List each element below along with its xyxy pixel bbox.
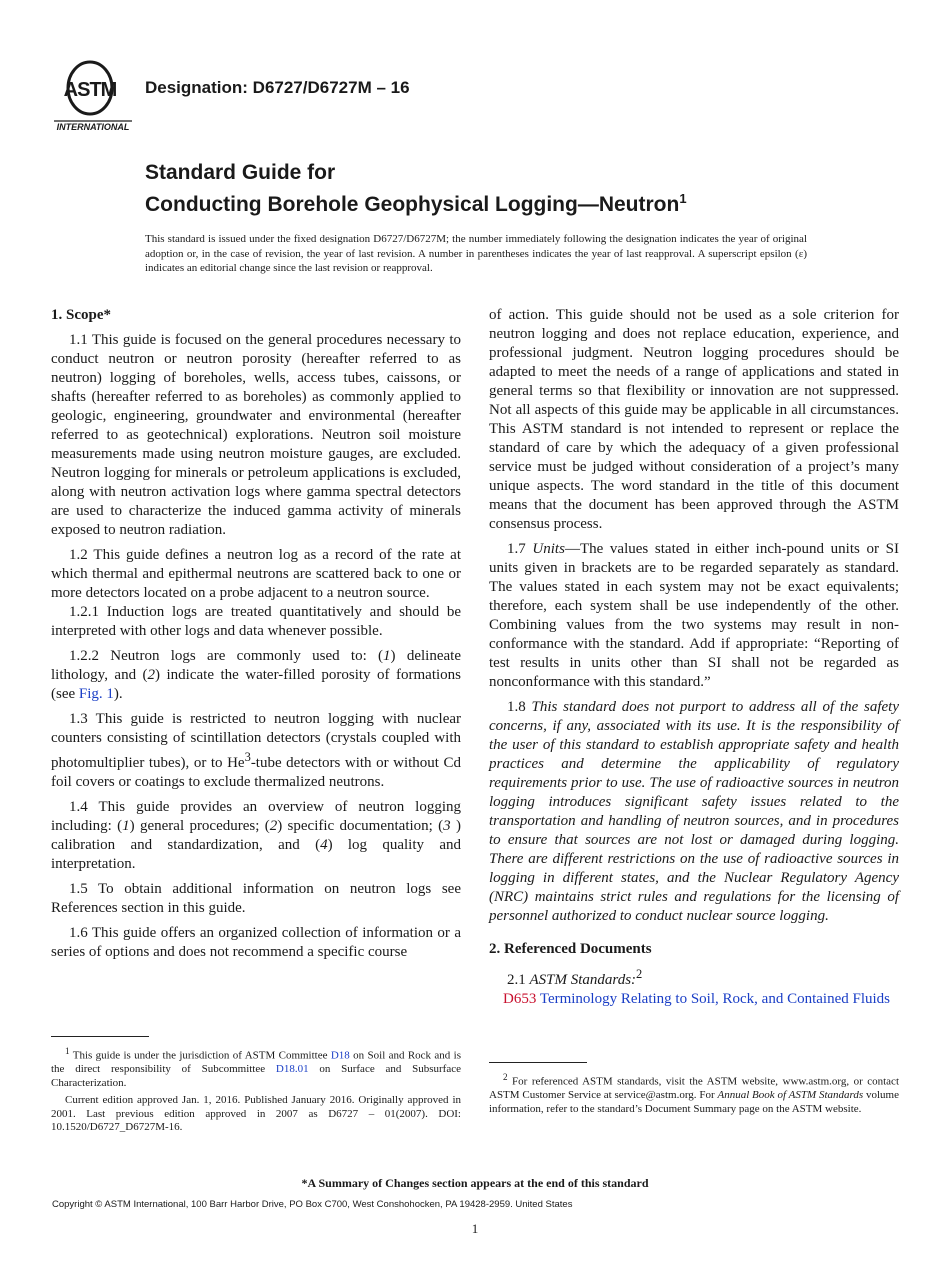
- copyright: Copyright © ASTM International, 100 Barr Harbor Drive, PO Box C700, West Conshohocken, PA 19428-2959. United States: [52, 1199, 573, 1210]
- logo-subtext: INTERNATIONAL: [56, 122, 130, 132]
- para-1-2: 1.2 This guide defines a neutron log as a record of the rate at which thermal and epithermal neutrons are scattered back to one or more detectors located on a probe adjacent to a neutron source.: [51, 547, 461, 601]
- para-2-1: 2.1 ASTM Standards:$^2$: [507, 967, 643, 988]
- logo-text: ASTM: [63, 79, 117, 101]
- title-line-1: Standard Guide for: [145, 161, 336, 184]
- para-1-8: 1.8 This standard does not purport to address all of the safety concerns, if any, associated with its use. It is the responsibility of the user of this standard to establish appropriate safety and health practices and determine the applicability of regulatory requirements prior to use. The use of radioactive sources in neutron logging introduces significant safety issues related to the transportation and handling of neutron sources, and in procedures to ensure that sources are not lost or damaged during logging. There are different restrictions on the use of radioactive sources in logging in different states, and the Nuclear Regulatory Agency (NRC) maintains strict rules and regulations for the licensing of personnel authorized to conduct nuclear source logging.: [489, 699, 900, 924]
- para-1-6-start: 1.6 This guide offers an organized collection of information or a series of options and does not recommend a specific course: [51, 925, 461, 960]
- left-footnotes: [51, 1036, 461, 1139]
- para-1-4: 1.4 This guide provides an overview of neutron logging including: (1) general procedures; (2) specific documentation; (3 ) calibration and standardization, and (4) log quality and interpretation.: [51, 799, 461, 872]
- designation: [145, 78, 410, 98]
- scope-heading: 1. Scope*: [51, 307, 111, 323]
- fig-1-link[interactable]: Fig. 1: [78, 686, 114, 702]
- left-column: [51, 306, 461, 968]
- designation-year: – 16: [371, 78, 410, 97]
- footnote-1-edition: Current edition approved Jan. 1, 2016. Published January 2016. Originally approved in 2001. Last previous edition approved in 2007 as D6727 – 01(2007). DOI: 10.1520/D6727_D6727M-16.: [51, 1094, 461, 1134]
- right-footnotes: [489, 1062, 899, 1120]
- right-column: [489, 306, 899, 1015]
- astm-logo: [52, 58, 134, 134]
- para-1-3: 1.3 This guide is restricted to neutron logging with nuclear counters consisting of scintillation detectors (crystals coupled with photomultiplier tubes), or to He$^3$-tube detectors with or without Cd foil covers or coatings to exclude thermalized neutrons.: [51, 711, 461, 790]
- para-1-1: 1.1 This guide is focused on the general procedures necessary to conduct neutron or neutron porosity (hereafter referred to as neutron) logging of boreholes, wells, access tubes, caissons, or shafts (hereafter referred to as boreholes) as commonly applied to geologic, engineering, groundwater and environmental (hereafter referred to as geotechnical) explorations. Neutron soil moisture measurements made using neutron moisture gauges, are excluded. Neutron logging for minerals or petroleum applications is excluded, along with neutron activation logs where gamma spectral detectors are used to characterize the induced gamma activity of minerals exposed to neutron radiation.: [51, 332, 461, 538]
- para-1-5: 1.5 To obtain additional information on neutron logs see References section in this guide.: [51, 881, 461, 916]
- d18-01-link[interactable]: D18.01: [275, 1063, 309, 1076]
- referenced-heading: 2. Referenced Documents: [489, 941, 652, 957]
- title-line-2: Conducting Borehole Geophysical Logging—Neutron$^1$: [145, 191, 687, 216]
- d653-code[interactable]: D653: [503, 991, 537, 1007]
- d18-link[interactable]: D18: [330, 1049, 350, 1062]
- para-1-6-cont: of action. This guide should not be used as a sole criterion for neutron logging and does not replace education, experience, and professional judgment. Neutron logging procedures should be adapted to meet the needs of a range of applications and stated in general terms so that flexibility or innovation are not suppressed. Not all aspects of this guide may be applicable in all circumstances. This ASTM standard is not intended to represent or replace the standard of care by which the adequacy of a given professional service must be judged without consideration of a project’s many unique aspects. The word standard in the title of this document means that the document has been approved through the ASTM consensus process.: [489, 307, 899, 532]
- page-number: 1: [471, 1221, 479, 1236]
- para-1-2-2: 1.2.2 Neutron logs are commonly used to: (1) delineate lithology, and (2) indicate the water-filled porosity of formations (see Fig. 1).: [51, 648, 461, 702]
- title-footnote-ref[interactable]: 1: [679, 191, 687, 206]
- intro-paragraph: This standard is issued under the fixed designation D6727/D6727M; the number immediately following the designation indicates the year of original adoption or, in the case of revision, the year of last revision. A number in parentheses indicates the year of last reapproval. A superscript epsilon (ε) indicates an editorial change since the last revision or reapproval.: [145, 233, 807, 274]
- para-1-2-1: 1.2.1 Induction logs are treated quantitatively and should be interpreted with other logs and data whenever possible.: [51, 604, 461, 639]
- para-1-7: 1.7 Units—The values stated in either inch-pound units or SI units given in brackets are to be regarded separately as standard. The values stated in each system may not be exact equivalents; therefore, each system shall be use independently of the other. Combining values from the two systems may result in non-conformance with the standard. Add if appropriate: “Reporting of test results in units other than SI shall not be regarded as nonconformance with this standard.”: [489, 541, 899, 690]
- ref-d653[interactable]: [489, 990, 899, 1009]
- footnote-rule: [489, 1062, 587, 1063]
- d653-title[interactable]: Terminology Relating to Soil, Rock, and Contained Fluids: [536, 991, 891, 1007]
- footnote-2: $^2$ For referenced ASTM standards, visit the ASTM website, www.astm.org, or contact ASTM Customer Service at service@astm.org. For Annual Book of ASTM Standards volume information, refer to the standard’s Document Summary page on the ASTM website.: [489, 1072, 899, 1115]
- page-title: [145, 160, 687, 218]
- summary-of-changes-note: *A Summary of Changes section appears at the end of this standard: [301, 1176, 649, 1190]
- footnote-rule: [51, 1036, 149, 1037]
- designation-label: Designation: D6727/D6727M: [145, 78, 372, 97]
- footnote-1: $^1$ This guide is under the jurisdiction of ASTM Committee D18 on Soil and Rock and is the direct responsibility of Subcommittee D18.01 on Surface and Subsurface Characterization.: [51, 1046, 461, 1089]
